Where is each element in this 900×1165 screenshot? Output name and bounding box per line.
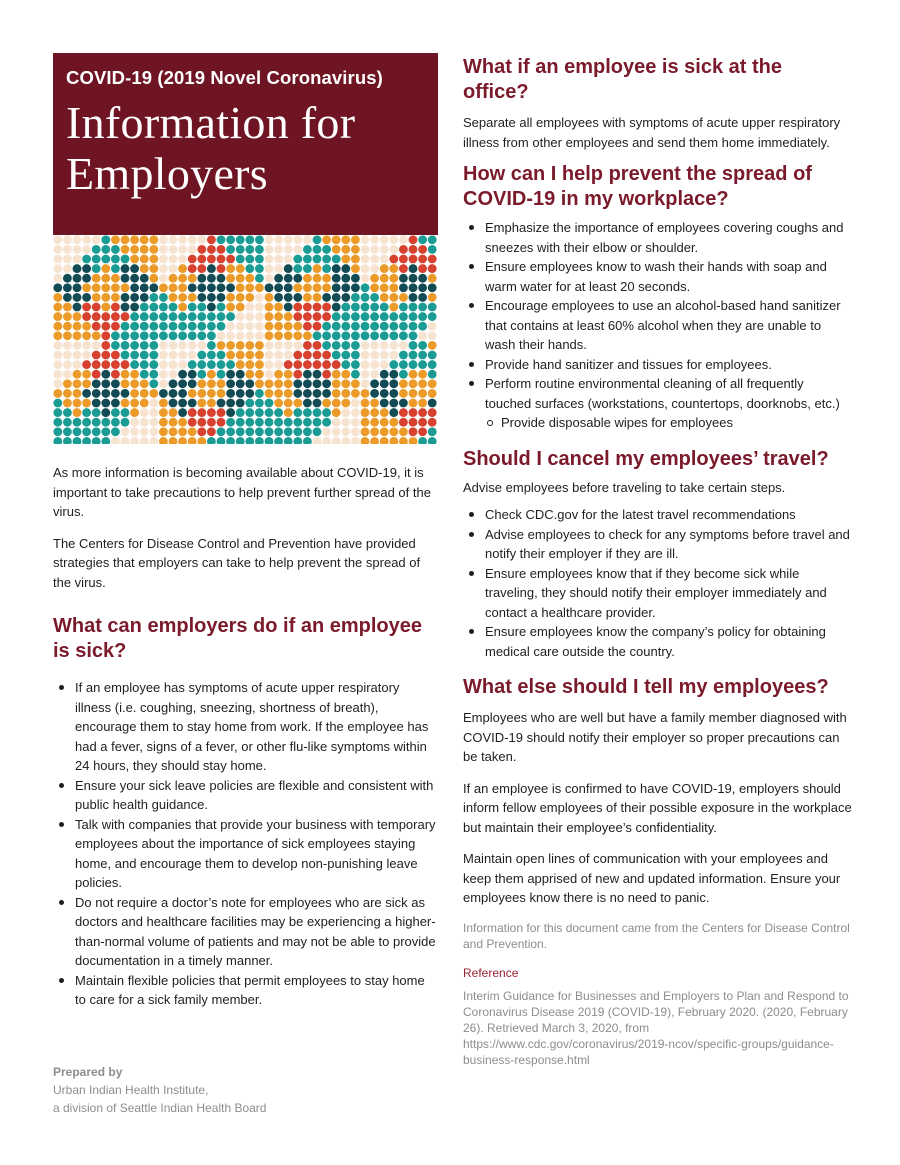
list-item: Ensure employees know to wash their hands with soap and warm water for at least 20 seconds. [485,257,853,296]
list-item: Encourage employees to use an alcohol-based hand sanitizer that contains at least 60% alcohol when they are unable to wash their hands. [485,296,853,355]
reference-heading: Reference [463,965,519,980]
left-column [53,53,438,1010]
prepared-by-line: Urban Indian Health Institute, [53,1083,209,1097]
page-title-line-1: Information for [66,97,356,148]
section-heading-tell: What else should I tell my employees? [463,676,829,698]
sub-list [485,413,853,433]
list-item: Maintain flexible policies that permit employees to stay home to care for a sick family member. [75,971,438,1010]
section-heading-prevent [463,162,853,212]
page-title-line-2: Employers [66,148,268,199]
section-heading-travel: Should I cancel my employees’ travel? [463,447,829,470]
intro-text [53,463,438,592]
heading-line: COVID-19 in my workplace? [463,188,729,210]
section-heading-sick [53,614,438,664]
list-item-text: Perform routine environmental cleaning of all frequently touched surfaces (workstations, countertops, doorknobs, etc.) [485,376,840,411]
list-item: Talk with companies that provide your business with temporary employees about the importance of sick employees staying home, and encourage them to develop non-punishing leave policies. [75,815,438,893]
list-item: If an employee has symptoms of acute upper respiratory illness (i.e. coughing, sneezing, shortness of breath), encourage them to stay home from work. If the employee has had a fever, signs of a fever, or other flu-like symptoms within 24 hours, they should stay home. [75,678,438,776]
list-item: Emphasize the importance of employees covering coughs and sneezes with their elbow or shoulder. [485,218,853,257]
section-heading-office: What if an employee is sick at the office? [463,56,782,103]
prevent-list [463,218,853,433]
travel-intro: Advise employees before traveling to take certain steps. [463,479,786,495]
prepared-by-label: Prepared by [53,1065,123,1079]
sick-list [53,678,438,1010]
banner-subtitle: COVID-19 (2019 Novel Coronavirus) [66,67,383,88]
travel-list [463,505,853,661]
list-item: Provide hand sanitizer and tissues for employees. [485,355,853,375]
list-item: Do not require a doctor’s note for employees who are sick as doctors and healthcare facilities may be experiencing a higher-than-normal volume of patients and may not be able to provide documentation in a timely manner. [75,893,438,971]
tell-paragraph: Maintain open lines of communication with your employees and keep them apprised of new and updated information. Ensure your employees know there is no need to panic. [463,851,841,905]
prepared-by [53,1063,403,1117]
prepared-by-line: a division of Seattle Indian Health Board [53,1101,267,1115]
reference-text: Interim Guidance for Businesses and Employers to Plan and Respond to Coronavirus Disease 2019 (COVID-19), February 2020. (2020, February 26). Retrieved March 3, 2020, from https://www.cdc.gov/coronavirus/2019-ncov/specific-groups/guidance-business-response.html [463,988,849,1067]
list-item: Advise employees to check for any symptoms before travel and notify their employer if they are ill. [485,525,853,564]
title-banner [53,53,438,235]
heading-line: is sick? [53,640,127,662]
source-note: Information for this document came from the Centers for Disease Control and Prevention. [463,920,850,951]
heading-line: What can employers do if an employee [53,615,422,637]
page-title [66,97,425,199]
list-item: Ensure employees know that if they become sick while traveling, they should notify their employer immediately and contact a healthcare provider. [485,564,853,623]
intro-paragraph: The Centers for Disease Control and Prevention have provided strategies that employers can take to help prevent the spread of the virus. [53,535,421,590]
tell-paragraph: Employees who are well but have a family member diagnosed with COVID-19 should notify their employer so proper precautions can be taken. [463,710,847,764]
right-column [463,53,853,1068]
sub-list-item: Provide disposable wipes for employees [501,413,853,433]
heading-line: How can I help prevent the spread of [463,163,812,185]
list-item: Ensure your sick leave policies are flexible and consistent with public health guidance. [75,776,438,815]
intro-paragraph: As more information is becoming available about COVID-19, it is important to take precautions to help prevent further spread of the virus. [53,465,431,519]
list-item: Ensure employees know the company’s policy for obtaining medical care outside the country. [485,622,853,661]
office-text: Separate all employees with symptoms of acute upper respiratory illness from other employees and send them home immediately. [463,115,841,150]
list-item [485,374,853,433]
list-item: Check CDC.gov for the latest travel recommendations [485,505,853,525]
tell-paragraph: If an employee is confirmed to have COVID-19, employers should inform fellow employees of their possible exposure in the workplace but maintain their employee’s confidentiality. [463,780,852,835]
dotted-pattern-image [53,235,438,444]
